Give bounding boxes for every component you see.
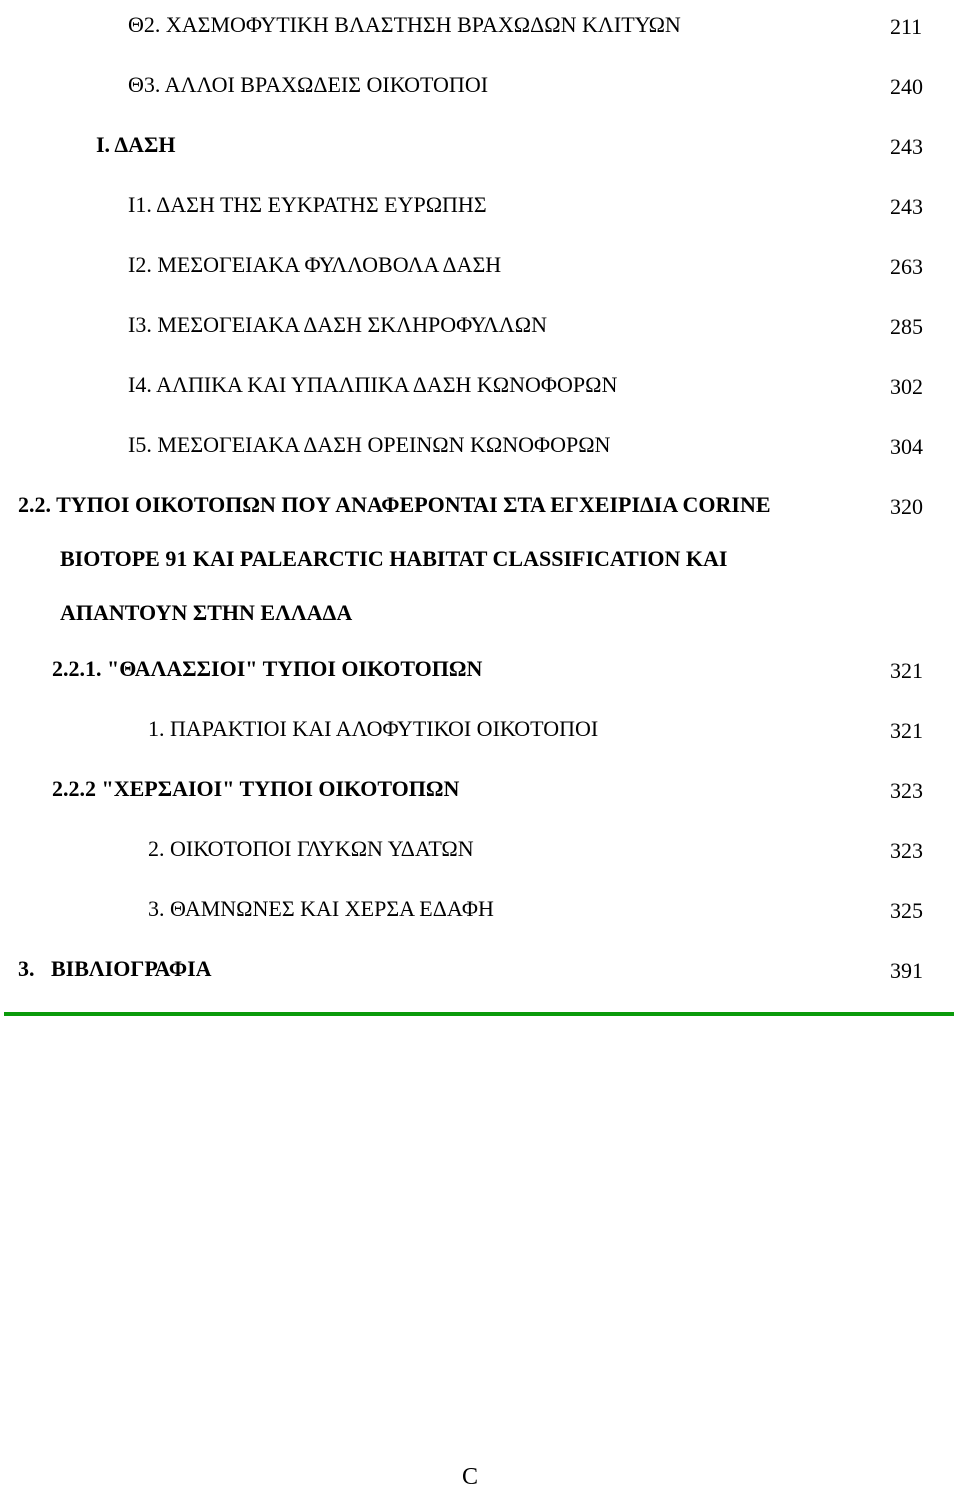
toc-entry-title: Ι5. ΜΕΣΟΓΕΙΑΚΑ ΔΑΣΗ ΟΡΕΙΝΩΝ ΚΩΝΟΦΟΡΩΝ xyxy=(128,432,611,457)
section-divider xyxy=(4,1012,954,1016)
toc-entry xyxy=(0,310,960,340)
toc-entry-page: 285 xyxy=(890,314,923,339)
toc-entry xyxy=(0,490,960,520)
toc-entry xyxy=(0,954,960,984)
toc-entry-title: 1. ΠΑΡΑΚΤΙΟΙ ΚΑΙ ΑΛΟΦΥΤΙΚΟΙ ΟΙΚΟΤΟΠΟΙ xyxy=(148,716,599,741)
toc-entry-title: 3. ΘΑΜΝΩΝΕΣ ΚΑΙ ΧΕΡΣΑ ΕΔΑΦΗ xyxy=(148,896,494,921)
toc-entry xyxy=(0,774,960,804)
toc-entry-continuation: ΒΙΟΤΟΡΕ 91 ΚΑΙ PALEARCTIC HABITAT CLASSIFICATION ΚΑΙ xyxy=(60,546,728,571)
toc-entry-page: 320 xyxy=(890,494,923,519)
toc-entry-title: 2.2.1. "ΘΑΛΑΣΣΙΟΙ" ΤΥΠΟΙ ΟΙΚΟΤΟΠΩΝ xyxy=(52,656,483,681)
toc-entry-title: Ι4. ΑΛΠΙΚΑ ΚΑΙ ΥΠΑΛΠΙΚΑ ΔΑΣΗ ΚΩΝΟΦΟΡΩΝ xyxy=(128,372,618,397)
toc-entry-title: 2.2.2 "ΧΕΡΣΑΙΟΙ" ΤΥΠΟΙ ΟΙΚΟΤΟΠΩΝ xyxy=(52,776,460,801)
toc-entry-title: Θ2. ΧΑΣΜΟΦΥΤΙΚΗ ΒΛΑΣΤΗΣΗ ΒΡΑΧΩΔΩΝ ΚΛΙΤΥΩΝ xyxy=(128,12,681,37)
toc-entry xyxy=(0,130,960,160)
toc-entry xyxy=(0,10,960,40)
toc-entry xyxy=(0,250,960,280)
page-number: C xyxy=(462,1464,479,1490)
toc-entry xyxy=(0,714,960,744)
toc-entry xyxy=(0,894,960,924)
toc-entry-title: 2.2. ΤΥΠΟΙ ΟΙΚΟΤΟΠΩΝ ΠΟΥ ΑΝΑΦΕΡΟΝΤΑΙ ΣΤΑ ΕΓΧΕΙΡΙΔΙΑ CORINE xyxy=(18,492,771,517)
toc-entry-page: 240 xyxy=(890,74,923,99)
toc-entry-title: Ι3. ΜΕΣΟΓΕΙΑΚΑ ΔΑΣΗ ΣΚΛΗΡΟΦΥΛΛΩΝ xyxy=(128,312,547,337)
toc-entry-page: 243 xyxy=(890,134,923,159)
toc-entry-page: 243 xyxy=(890,194,923,219)
toc-entry xyxy=(0,70,960,100)
toc-entry-page: 304 xyxy=(890,434,923,459)
toc-entry-page: 391 xyxy=(890,958,923,983)
toc-entry-continuation: ΑΠΑΝΤΟΥΝ ΣΤΗΝ ΕΛΛΑΔΑ xyxy=(60,600,353,625)
toc-entry xyxy=(0,834,960,864)
toc-entry-title: Ι. ΔΑΣΗ xyxy=(96,132,176,157)
toc-entry-page: 302 xyxy=(890,374,923,399)
toc-entry-page: 323 xyxy=(890,838,923,863)
toc-entry-title: Ι1. ΔΑΣΗ ΤΗΣ ΕΥΚΡΑΤΗΣ ΕΥΡΩΠΗΣ xyxy=(128,192,487,217)
toc-entry xyxy=(0,370,960,400)
toc-entry xyxy=(0,190,960,220)
toc-entry-page: 211 xyxy=(890,14,923,39)
toc-entry-page: 321 xyxy=(890,658,923,683)
toc-entry-page: 263 xyxy=(890,254,923,279)
toc-entry-page: 323 xyxy=(890,778,923,803)
toc-entry-title: 2. ΟΙΚΟΤΟΠΟΙ ΓΛΥΚΩΝ ΥΔΑΤΩΝ xyxy=(148,836,474,861)
toc-entry-title: 3. ΒΙΒΛΙΟΓΡΑΦΙΑ xyxy=(18,956,212,981)
toc-entry-title: Θ3. ΑΛΛΟΙ ΒΡΑΧΩΔΕΙΣ ΟΙΚΟΤΟΠΟΙ xyxy=(128,72,489,97)
toc-entry xyxy=(0,430,960,460)
toc-entry xyxy=(0,654,960,684)
toc-entry-title: Ι2. ΜΕΣΟΓΕΙΑΚΑ ΦΥΛΛΟΒΟΛΑ ΔΑΣΗ xyxy=(128,252,502,277)
toc-entry-page: 321 xyxy=(890,718,923,743)
toc-entry-page: 325 xyxy=(890,898,923,923)
